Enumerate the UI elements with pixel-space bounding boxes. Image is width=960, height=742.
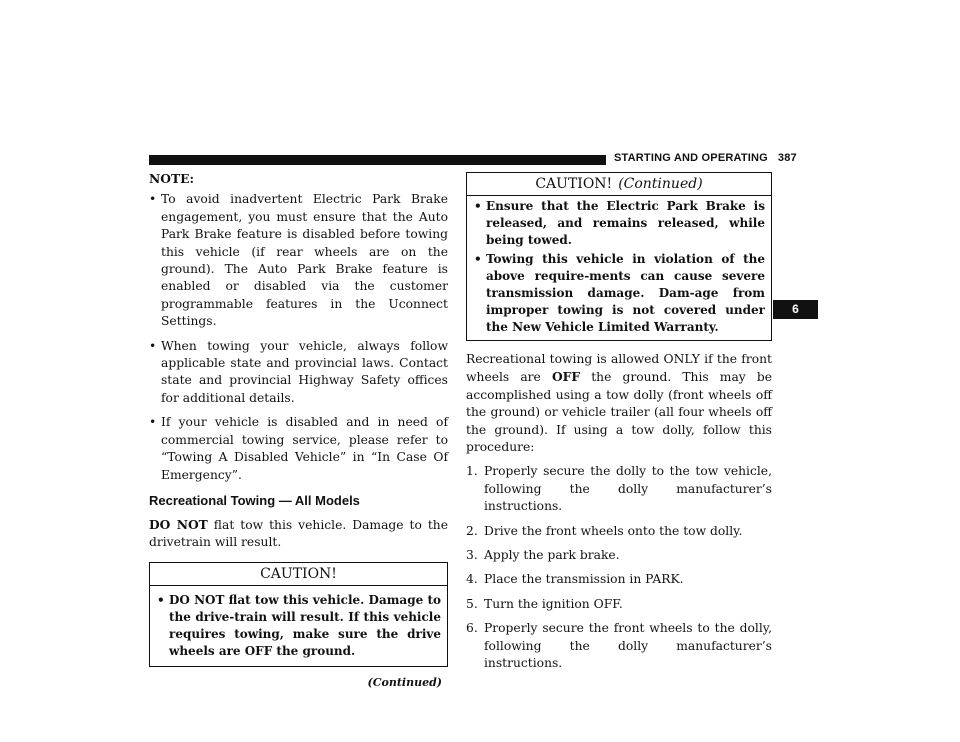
- caution-bullet: • DO NOT flat tow this vehicle. Damage to the drive-train will result. If this vehicle requires towing, make sure the drive wheels are OFF the ground.: [157, 592, 441, 660]
- caution-body: [150, 586, 447, 666]
- step-6: [466, 620, 772, 672]
- intro-text-a: Recreational towing is allowed ONLY if the front wheels are: [466, 352, 772, 385]
- step-4: [466, 571, 772, 588]
- caution-box: [149, 562, 448, 667]
- step-text: Properly secure the dolly to the tow vehicle, following the dolly manufacturer’s instructions.: [484, 464, 772, 514]
- donot-bold: DO NOT: [149, 516, 208, 532]
- step-number: 2.: [466, 523, 478, 538]
- step-number: 3.: [466, 548, 478, 563]
- section-title: STARTING AND OPERATING: [614, 152, 768, 164]
- caution-continued-title: [467, 173, 771, 196]
- step-text: Properly secure the front wheels to the dolly, following the dolly manufacturer’s instructions.: [484, 621, 772, 671]
- note-bullet-3: • If your vehicle is disabled and in need of commercial towing service, please refer to “Towing A Disabled Vehicle” in “In Case Of Emergency”.: [149, 414, 448, 484]
- donot-paragraph: [149, 516, 448, 552]
- right-column: [466, 172, 772, 673]
- caution-continued-bullet-2: • Towing this vehicle in violation of the above require-ments can cause severe transmission damage. Dam-age from improper towing is not covered under the New Vehicle Limited Warranty.: [474, 251, 765, 336]
- left-column: [149, 170, 448, 691]
- step-text: Turn the ignition OFF.: [484, 596, 623, 611]
- note-bullet-2: • When towing your vehicle, always follow applicable state and provincial laws. Contact state and provincial Highway Safety offices for additional details.: [149, 338, 448, 408]
- section-heading: Recreational Towing — All Models: [149, 492, 360, 508]
- step-number: 6.: [466, 621, 478, 636]
- continued-label: (Continued): [367, 675, 442, 689]
- note-bullet-1: • To avoid inadvertent Electric Park Brake engagement, you must ensure that the Auto Park Brake feature is disabled before towing this vehicle (if rear wheels are on the ground). The Auto Park Brake feature is enabled or disabled via the customer programmable features in the Uconnect Settings.: [149, 191, 448, 330]
- caution-continued-label: (Continued): [618, 176, 703, 192]
- step-text: Apply the park brake.: [484, 548, 620, 563]
- caution-title-text: CAUTION!: [535, 176, 613, 192]
- note-label: NOTE:: [149, 171, 195, 186]
- donot-text: flat tow this vehicle. Damage to the drivetrain will result.: [149, 517, 448, 550]
- step-2: [466, 523, 772, 540]
- caution-continued-box: [466, 172, 772, 341]
- header-rule: [149, 155, 606, 165]
- step-text: Drive the front wheels onto the tow dolly.: [484, 523, 743, 538]
- step-5: [466, 596, 772, 613]
- caution-title: CAUTION!: [150, 563, 447, 586]
- caution-continued-bullet-1: • Ensure that the Electric Park Brake is released, and remains released, while being towed.: [474, 198, 765, 249]
- step-1: [466, 463, 772, 515]
- intro-bold: OFF: [551, 369, 581, 385]
- step-3: [466, 547, 772, 564]
- intro-text-b: the ground. This may be accomplished using a tow dolly (front wheels off the ground) or vehicle trailer (all four wheels off the ground). If using a tow dolly, follow this procedure:: [466, 370, 772, 455]
- step-number: 4.: [466, 572, 478, 587]
- step-text: Place the transmission in PARK.: [484, 572, 684, 587]
- caution-continued-body: [467, 196, 771, 340]
- recreational-intro: [466, 351, 772, 456]
- page-number: 387: [777, 152, 797, 164]
- step-number: 1.: [466, 464, 478, 479]
- step-number: 5.: [466, 596, 478, 611]
- running-header: [614, 152, 797, 164]
- chapter-tab: 6: [773, 300, 818, 319]
